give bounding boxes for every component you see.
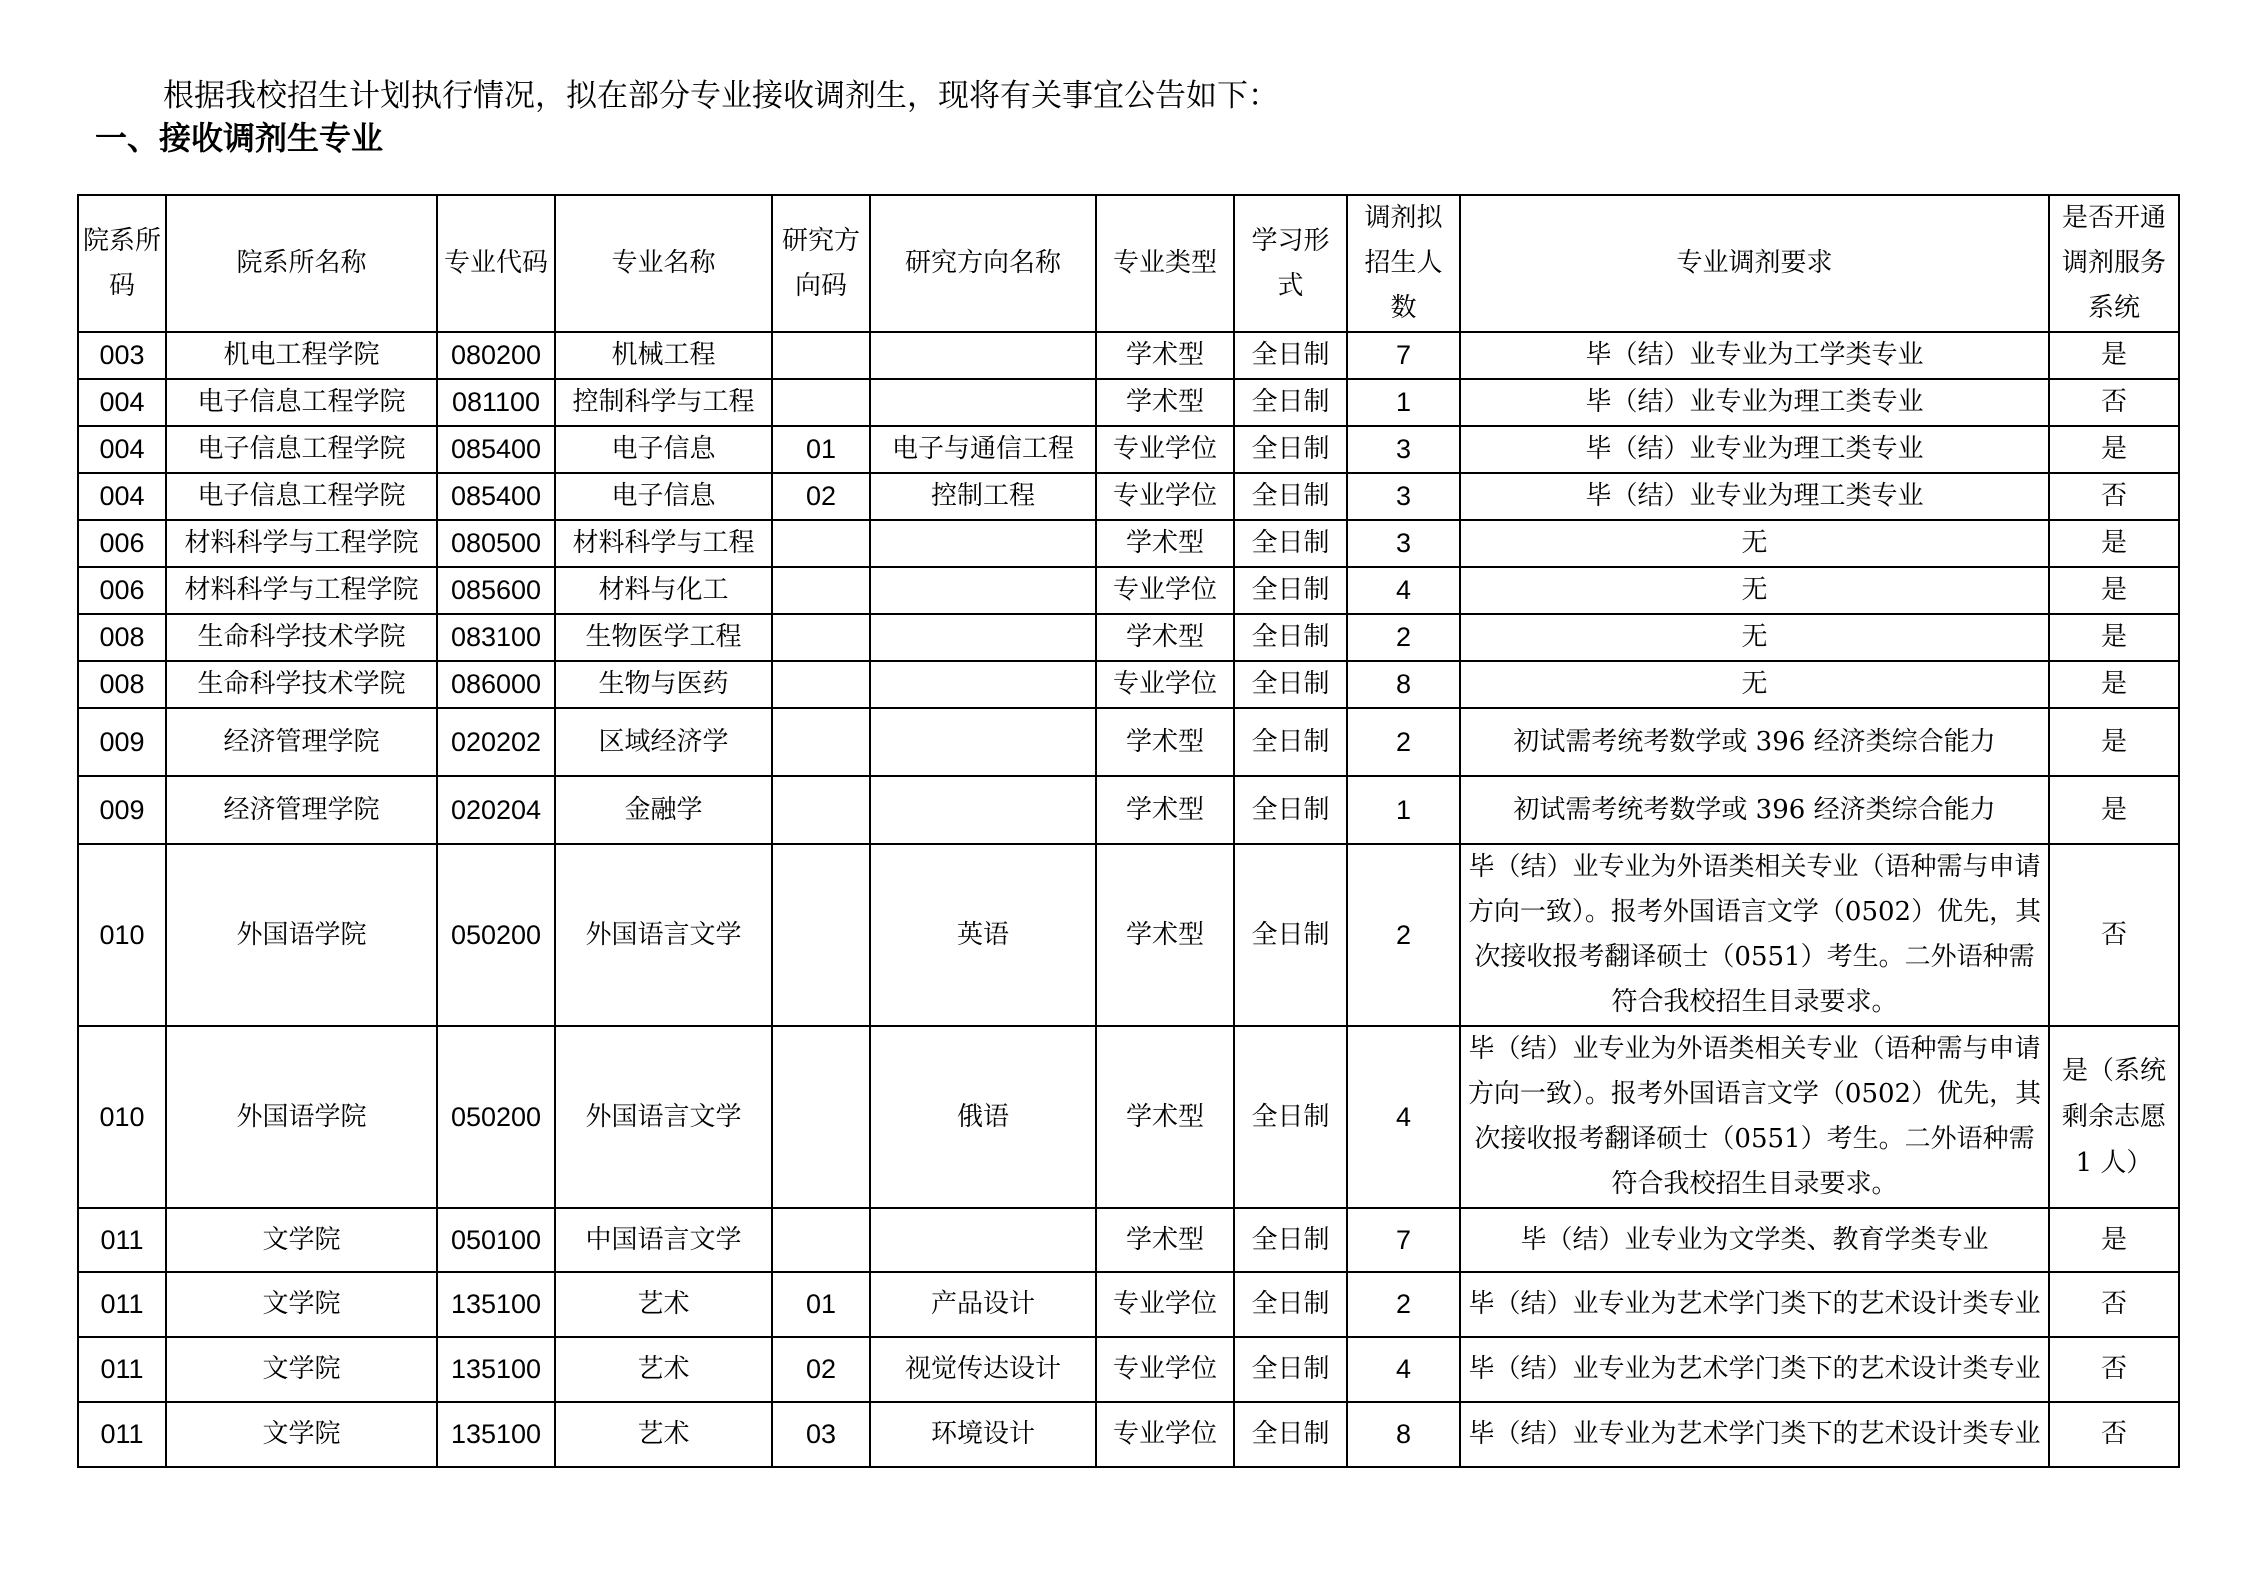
header-dept-code: 院系所码 [78,195,166,332]
table-header-row [78,195,2179,332]
cell-direction-code [772,844,870,1026]
cell-requirements: 毕（结）业专业为理工类专业 [1460,426,2049,473]
cell-direction-name [870,332,1096,379]
cell-major-code: 080500 [437,520,555,567]
table-row [78,1026,2179,1208]
cell-study-form: 全日制 [1234,1402,1347,1467]
cell-service-system: 是 [2049,1208,2179,1272]
cell-direction-name: 产品设计 [870,1272,1096,1337]
cell-service-system: 否 [2049,1272,2179,1337]
table-row [78,614,2179,661]
cell-major-code: 135100 [437,1402,555,1467]
table-row [78,1402,2179,1467]
cell-dept-name: 生命科学技术学院 [166,614,437,661]
cell-major-name: 外国语言文学 [555,844,772,1026]
cell-service-system: 是 [2049,661,2179,708]
cell-study-form: 全日制 [1234,567,1347,614]
cell-service-system: 否 [2049,473,2179,520]
cell-study-form: 全日制 [1234,661,1347,708]
cell-direction-name [870,661,1096,708]
cell-service-system: 否 [2049,1337,2179,1402]
cell-study-form: 全日制 [1234,614,1347,661]
cell-major-name: 材料科学与工程 [555,520,772,567]
cell-direction-code [772,1026,870,1208]
cell-requirements: 无 [1460,520,2049,567]
cell-planned-count: 4 [1347,1026,1460,1208]
header-study-form: 学习形式 [1234,195,1347,332]
cell-planned-count: 4 [1347,567,1460,614]
cell-study-form: 全日制 [1234,776,1347,844]
intro-paragraph: 根据我校招生计划执行情况，拟在部分专业接收调剂生，现将有关事宜公告如下： [163,78,1279,114]
cell-major-code: 080200 [437,332,555,379]
cell-dept-name: 机电工程学院 [166,332,437,379]
cell-direction-code: 01 [772,426,870,473]
cell-direction-code [772,332,870,379]
cell-dept-code: 011 [78,1337,166,1402]
cell-dept-name: 材料科学与工程学院 [166,520,437,567]
cell-direction-name: 英语 [870,844,1096,1026]
header-dept-name: 院系所名称 [166,195,437,332]
cell-planned-count: 3 [1347,520,1460,567]
cell-direction-code: 03 [772,1402,870,1467]
cell-direction-name: 电子与通信工程 [870,426,1096,473]
cell-direction-name: 视觉传达设计 [870,1337,1096,1402]
header-direction-code: 研究方向码 [772,195,870,332]
cell-dept-name: 电子信息工程学院 [166,426,437,473]
cell-direction-name [870,614,1096,661]
cell-requirements: 初试需考统考数学或 396 经济类综合能力 [1460,776,2049,844]
header-requirements: 专业调剂要求 [1460,195,2049,332]
cell-requirements: 毕（结）业专业为艺术学门类下的艺术设计类专业 [1460,1272,2049,1337]
cell-dept-name: 电子信息工程学院 [166,379,437,426]
table-row [78,776,2179,844]
cell-study-form: 全日制 [1234,473,1347,520]
cell-study-form: 全日制 [1234,844,1347,1026]
cell-direction-name [870,776,1096,844]
table-row [78,844,2179,1026]
cell-service-system: 是 [2049,520,2179,567]
cell-requirements: 毕（结）业专业为艺术学门类下的艺术设计类专业 [1460,1402,2049,1467]
cell-major-type: 学术型 [1096,844,1234,1026]
cell-major-code: 085600 [437,567,555,614]
cell-service-system: 是 [2049,332,2179,379]
cell-direction-code [772,567,870,614]
cell-direction-name: 俄语 [870,1026,1096,1208]
cell-service-system: 是（系统剩余志愿 1 人） [2049,1026,2179,1208]
cell-direction-code: 02 [772,473,870,520]
cell-requirements: 无 [1460,567,2049,614]
cell-dept-code: 008 [78,614,166,661]
cell-dept-code: 004 [78,473,166,520]
cell-planned-count: 7 [1347,1208,1460,1272]
cell-major-code: 081100 [437,379,555,426]
cell-direction-code [772,661,870,708]
cell-dept-code: 010 [78,844,166,1026]
cell-dept-code: 006 [78,520,166,567]
cell-dept-code: 004 [78,379,166,426]
table-row [78,708,2179,776]
adjustment-majors-table [77,194,2180,1468]
cell-dept-name: 电子信息工程学院 [166,473,437,520]
cell-dept-code: 011 [78,1272,166,1337]
cell-planned-count: 2 [1347,708,1460,776]
table-row [78,426,2179,473]
cell-major-code: 085400 [437,426,555,473]
cell-direction-code [772,379,870,426]
cell-dept-name: 文学院 [166,1337,437,1402]
cell-major-name: 中国语言文学 [555,1208,772,1272]
table-row [78,332,2179,379]
cell-major-code: 086000 [437,661,555,708]
cell-dept-name: 文学院 [166,1208,437,1272]
cell-requirements: 毕（结）业专业为艺术学门类下的艺术设计类专业 [1460,1337,2049,1402]
cell-dept-name: 文学院 [166,1272,437,1337]
cell-major-code: 050100 [437,1208,555,1272]
cell-study-form: 全日制 [1234,1272,1347,1337]
cell-service-system: 否 [2049,844,2179,1026]
cell-major-type: 学术型 [1096,1026,1234,1208]
cell-major-code: 085400 [437,473,555,520]
cell-major-name: 生物与医药 [555,661,772,708]
cell-major-type: 专业学位 [1096,1272,1234,1337]
header-major-name: 专业名称 [555,195,772,332]
table-row [78,379,2179,426]
cell-requirements: 无 [1460,614,2049,661]
cell-major-code: 135100 [437,1337,555,1402]
cell-dept-name: 外国语学院 [166,844,437,1026]
cell-major-type: 学术型 [1096,379,1234,426]
cell-study-form: 全日制 [1234,379,1347,426]
cell-dept-code: 004 [78,426,166,473]
cell-study-form: 全日制 [1234,1026,1347,1208]
cell-requirements: 毕（结）业专业为外语类相关专业（语种需与申请方向一致）。报考外国语言文学（0502）优先，其次接收报考翻译硕士（0551）考生。二外语种需符合我校招生目录要求。 [1460,844,2049,1026]
cell-major-type: 专业学位 [1096,567,1234,614]
cell-major-type: 学术型 [1096,520,1234,567]
cell-direction-code [772,776,870,844]
cell-study-form: 全日制 [1234,708,1347,776]
cell-major-code: 050200 [437,844,555,1026]
table-row [78,473,2179,520]
cell-study-form: 全日制 [1234,332,1347,379]
cell-major-type: 专业学位 [1096,1402,1234,1467]
cell-major-code: 135100 [437,1272,555,1337]
cell-major-type: 专业学位 [1096,426,1234,473]
cell-dept-name: 经济管理学院 [166,776,437,844]
cell-major-name: 区域经济学 [555,708,772,776]
cell-major-type: 学术型 [1096,332,1234,379]
cell-major-name: 金融学 [555,776,772,844]
cell-requirements: 毕（结）业专业为理工类专业 [1460,379,2049,426]
section-heading: 一、接收调剂生专业 [95,119,384,157]
cell-dept-name: 外国语学院 [166,1026,437,1208]
cell-dept-code: 009 [78,776,166,844]
table-row [78,1337,2179,1402]
cell-major-name: 电子信息 [555,473,772,520]
header-major-type: 专业类型 [1096,195,1234,332]
cell-requirements: 初试需考统考数学或 396 经济类综合能力 [1460,708,2049,776]
cell-requirements: 毕（结）业专业为外语类相关专业（语种需与申请方向一致）。报考外国语言文学（0502）优先，其次接收报考翻译硕士（0551）考生。二外语种需符合我校招生目录要求。 [1460,1026,2049,1208]
cell-major-name: 控制科学与工程 [555,379,772,426]
cell-dept-code: 011 [78,1208,166,1272]
cell-major-code: 020204 [437,776,555,844]
cell-service-system: 是 [2049,776,2179,844]
cell-major-code: 050200 [437,1026,555,1208]
cell-requirements: 毕（结）业专业为理工类专业 [1460,473,2049,520]
cell-planned-count: 3 [1347,473,1460,520]
cell-major-name: 生物医学工程 [555,614,772,661]
cell-major-type: 专业学位 [1096,661,1234,708]
cell-major-name: 艺术 [555,1337,772,1402]
cell-major-name: 机械工程 [555,332,772,379]
table-row [78,520,2179,567]
cell-major-type: 学术型 [1096,614,1234,661]
cell-dept-name: 文学院 [166,1402,437,1467]
cell-major-type: 学术型 [1096,776,1234,844]
cell-major-name: 艺术 [555,1272,772,1337]
cell-direction-code [772,520,870,567]
cell-major-name: 材料与化工 [555,567,772,614]
cell-requirements: 毕（结）业专业为文学类、教育学类专业 [1460,1208,2049,1272]
table-row [78,661,2179,708]
cell-dept-name: 生命科学技术学院 [166,661,437,708]
cell-direction-name: 环境设计 [870,1402,1096,1467]
table-row [78,1272,2179,1337]
cell-major-type: 专业学位 [1096,473,1234,520]
header-direction-name: 研究方向名称 [870,195,1096,332]
cell-dept-code: 008 [78,661,166,708]
cell-major-code: 083100 [437,614,555,661]
cell-major-name: 艺术 [555,1402,772,1467]
cell-dept-code: 003 [78,332,166,379]
cell-planned-count: 3 [1347,426,1460,473]
cell-planned-count: 8 [1347,661,1460,708]
cell-major-name: 电子信息 [555,426,772,473]
cell-major-name: 外国语言文学 [555,1026,772,1208]
cell-planned-count: 8 [1347,1402,1460,1467]
cell-study-form: 全日制 [1234,1208,1347,1272]
cell-major-type: 专业学位 [1096,1337,1234,1402]
cell-study-form: 全日制 [1234,426,1347,473]
cell-dept-code: 009 [78,708,166,776]
cell-major-type: 学术型 [1096,708,1234,776]
cell-service-system: 是 [2049,614,2179,661]
table-row [78,1208,2179,1272]
cell-planned-count: 2 [1347,1272,1460,1337]
cell-direction-name [870,1208,1096,1272]
cell-service-system: 是 [2049,567,2179,614]
cell-dept-code: 010 [78,1026,166,1208]
cell-direction-name: 控制工程 [870,473,1096,520]
cell-study-form: 全日制 [1234,1337,1347,1402]
cell-direction-code [772,614,870,661]
cell-dept-name: 材料科学与工程学院 [166,567,437,614]
cell-requirements: 毕（结）业专业为工学类专业 [1460,332,2049,379]
cell-planned-count: 2 [1347,614,1460,661]
cell-direction-code [772,708,870,776]
cell-service-system: 是 [2049,426,2179,473]
cell-requirements: 无 [1460,661,2049,708]
table-row [78,567,2179,614]
cell-planned-count: 4 [1347,1337,1460,1402]
cell-study-form: 全日制 [1234,520,1347,567]
cell-direction-code [772,1208,870,1272]
cell-planned-count: 7 [1347,332,1460,379]
cell-direction-code: 02 [772,1337,870,1402]
header-planned-count: 调剂拟招生人数 [1347,195,1460,332]
cell-planned-count: 2 [1347,844,1460,1026]
cell-direction-name [870,520,1096,567]
cell-direction-code: 01 [772,1272,870,1337]
cell-direction-name [870,567,1096,614]
header-service-system: 是否开通调剂服务系统 [2049,195,2179,332]
cell-dept-code: 011 [78,1402,166,1467]
cell-service-system: 是 [2049,708,2179,776]
cell-major-type: 学术型 [1096,1208,1234,1272]
cell-planned-count: 1 [1347,776,1460,844]
cell-planned-count: 1 [1347,379,1460,426]
cell-dept-name: 经济管理学院 [166,708,437,776]
cell-service-system: 否 [2049,1402,2179,1467]
cell-service-system: 否 [2049,379,2179,426]
cell-direction-name [870,708,1096,776]
cell-major-code: 020202 [437,708,555,776]
header-major-code: 专业代码 [437,195,555,332]
cell-dept-code: 006 [78,567,166,614]
cell-direction-name [870,379,1096,426]
